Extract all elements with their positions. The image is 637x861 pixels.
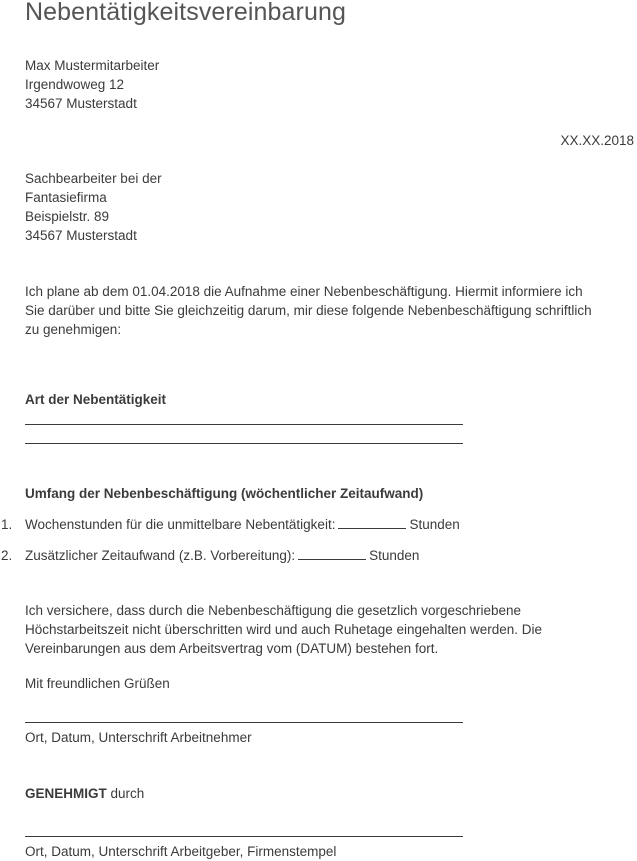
declaration-line: Vereinbarungen aus dem Arbeitsvertrag vom (DATUM) bestehen fort. — [25, 641, 439, 656]
list-number: 2. — [1, 548, 13, 563]
intro-line: zu genehmigen: — [25, 322, 122, 337]
employer-signature-caption: Ort, Datum, Unterschrift Arbeitgeber, Firmenstempel — [25, 844, 337, 859]
employee-signature-caption: Ort, Datum, Unterschrift Arbeitnehmer — [25, 730, 252, 745]
employer-signature-line[interactable] — [25, 836, 463, 837]
declaration-line: Höchstarbeitszeit nicht überschritten wird und auch Ruhetage eingehalten werden. Die — [25, 622, 543, 637]
approved-label: GENEHMIGT — [25, 786, 107, 801]
hours-blank[interactable] — [338, 528, 406, 529]
employee-city: 34567 Musterstadt — [25, 96, 137, 111]
list-number: 1. — [1, 517, 13, 532]
recipient-line1: Sachbearbeiter bei der — [25, 171, 162, 186]
employee-street: Irgendwoweg 12 — [25, 77, 125, 92]
art-fill-line[interactable] — [25, 424, 463, 425]
art-fill-line[interactable] — [25, 443, 463, 444]
closing: Mit freundlichen Grüßen — [25, 676, 170, 691]
item-unit: Stunden — [369, 548, 420, 563]
hours-blank[interactable] — [298, 559, 366, 560]
item-label: Wochenstunden für die unmittelbare Nebentätigkeit: — [25, 517, 336, 532]
approved-line — [25, 784, 144, 803]
recipient-city: 34567 Musterstadt — [25, 228, 137, 243]
employee-name: Max Mustermitarbeiter — [25, 58, 160, 73]
page-title: Nebentätigkeitsvereinbarung — [25, 0, 346, 26]
intro-line: Ich plane ab dem 01.04.2018 die Aufnahme einer Nebenbeschäftigung. Hiermit informiere ich — [25, 284, 583, 299]
date: XX.XX.2018 — [560, 133, 634, 148]
umfang-heading: Umfang der Nebenbeschäftigung (wöchentlicher Zeitaufwand) — [25, 486, 424, 501]
declaration-line: Ich versichere, dass durch die Nebenbeschäftigung die gesetzlich vorgeschriebene — [25, 603, 522, 618]
recipient-street: Beispielstr. 89 — [25, 209, 110, 224]
art-heading: Art der Nebentätigkeit — [25, 392, 167, 407]
intro-line: Sie darüber und bitte Sie gleichzeitig darum, mir diese folgende Nebenbeschäftigung schriftlich — [25, 303, 592, 318]
item-unit: Stunden — [409, 517, 460, 532]
approved-rest: durch — [106, 786, 145, 801]
recipient-line2: Fantasiefirma — [25, 190, 107, 205]
employee-signature-line[interactable] — [25, 722, 463, 723]
item-label: Zusätzlicher Zeitaufwand (z.B. Vorbereitung): — [25, 548, 296, 563]
